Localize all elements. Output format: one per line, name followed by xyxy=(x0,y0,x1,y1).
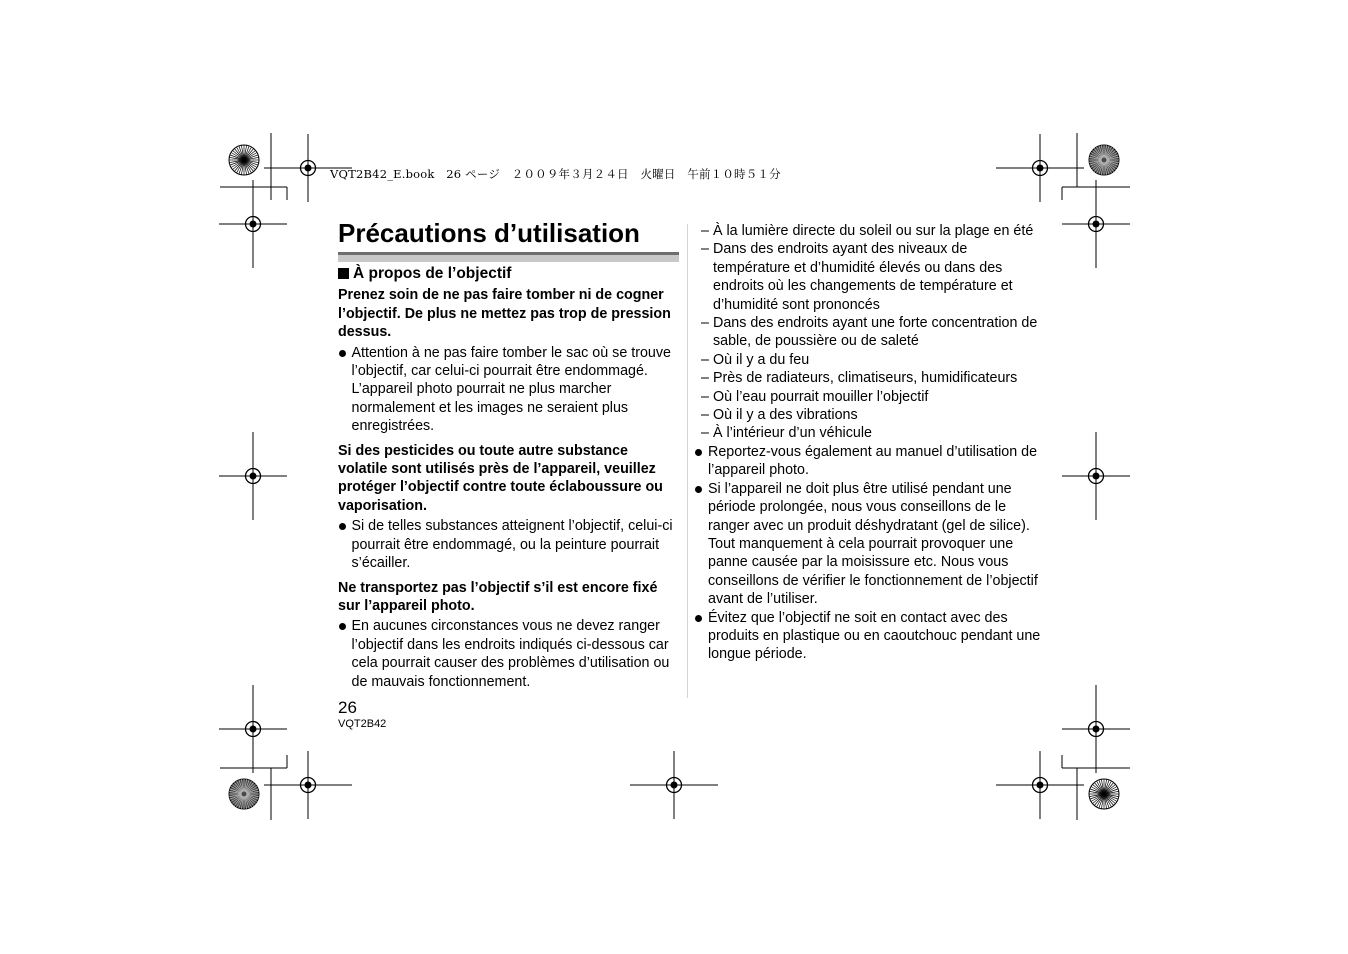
sunburst-mark-center xyxy=(242,158,247,163)
document-code: VQT2B42 xyxy=(338,718,387,730)
transport-warning: Ne transportez pas l’objectif s’il est encore fixé sur l’appareil photo. xyxy=(338,579,658,614)
sunburst-mark-center xyxy=(242,792,247,797)
dash-marker: – xyxy=(701,223,709,239)
registration-target-dot xyxy=(1093,473,1100,480)
dash-marker: – xyxy=(701,407,709,424)
dash-marker: – xyxy=(701,370,709,387)
location-text: À la lumière directe du soleil ou sur la plage en été xyxy=(713,223,1034,239)
contact-warning-bullet: Évitez que l’objectif ne soit en contact avec des produits en plastique ou en caoutchouc pendant une longue période. xyxy=(700,609,1045,664)
section-heading xyxy=(338,265,680,283)
page-title: Précautions d’utilisation xyxy=(338,218,640,248)
location-text: Dans des endroits ayant des niveaux de température et d’humidité élevés ou dans des endroits où les changements de température et d’humidité sont prononcés xyxy=(713,241,1013,313)
registration-target-dot xyxy=(1093,726,1100,733)
registration-target-dot xyxy=(250,221,257,228)
column-divider xyxy=(687,224,688,698)
registration-target-dot xyxy=(305,782,312,789)
location-item xyxy=(700,222,1045,240)
right-column xyxy=(700,222,1045,664)
pesticide-warning: Si des pesticides ou toute autre substance volatile sont utilisés près de l’appareil, veuillez protéger l’objectif contre toute éclaboussure ou vaporisation. xyxy=(338,442,663,514)
transport-bullet: En aucunes circonstances vous ne devez ranger l’objectif dans les endroits indiqués ci-dessous car cela pourrait causer des problèmes d’utilisation ou de mauvais fonctionnement. xyxy=(338,617,680,691)
location-item xyxy=(700,388,1045,406)
square-bullet-icon xyxy=(338,268,349,279)
registration-target-dot xyxy=(250,473,257,480)
registration-target-dot xyxy=(671,782,678,789)
location-text: À l’intérieur d’un véhicule xyxy=(713,425,872,442)
dash-marker: – xyxy=(701,241,709,258)
registration-target-dot xyxy=(1037,782,1044,789)
sunburst-mark-center xyxy=(1102,158,1107,163)
location-item xyxy=(700,240,1045,314)
pesticide-bullet: Si de telles substances atteignent l’objectif, celui-ci pourrait être endommagé, ou la peinture pourrait s’écailler. xyxy=(338,517,680,572)
location-item xyxy=(700,424,1045,442)
location-text: Où il y a du feu xyxy=(713,351,810,368)
dash-marker: – xyxy=(701,351,709,368)
dash-marker: – xyxy=(701,315,709,332)
intro-bullet: Attention à ne pas faire tomber le sac où se trouve l’objectif, car celui-ci pourrait être endommagé. L’appareil photo pourrait ne plus marcher normalement et les images ne seraient plus enregistrées. xyxy=(338,344,680,436)
title-underline-bar xyxy=(338,252,679,262)
location-item xyxy=(700,351,1045,369)
print-slug-line: VQT2B42_E.book 26 ページ ２００９年３月２４日 火曜日 午前１０時５１分 xyxy=(330,167,781,181)
location-text: Où l’eau pourrait mouiller l’objectif xyxy=(713,388,929,405)
manual-reference-bullet: Reportez-vous également au manuel d’utilisation de l’appareil photo. xyxy=(700,443,1045,480)
storage-advice-bullet: Si l’appareil ne doit plus être utilisé pendant une période prolongée, nous vous conseillons de le ranger avec un produit déshydratant (gel de silice). Tout manquement à cela pourrait provoquer une panne causée par la moisissure etc. Nous vous conseillons de vérifier le fonctionnement de l’objectif avant de l’utiliser. xyxy=(700,480,1045,609)
section-heading-text: À propos de l’objectif xyxy=(353,265,512,282)
location-item xyxy=(700,314,1045,351)
intro-warning: Prenez soin de ne pas faire tomber ni de cogner l’objectif. De plus ne mettez pas trop de pression dessus. xyxy=(338,287,671,341)
registration-target-dot xyxy=(1037,165,1044,172)
location-list xyxy=(700,222,1045,443)
page-number: 26 xyxy=(338,698,357,717)
location-text: Dans des endroits ayant une forte concentration de sable, de poussière ou de saleté xyxy=(713,315,1038,350)
location-item xyxy=(700,369,1045,387)
registration-target-dot xyxy=(1093,221,1100,228)
dash-marker: – xyxy=(701,388,709,405)
location-item xyxy=(700,406,1045,424)
registration-target-dot xyxy=(250,726,257,733)
location-text: Où il y a des vibrations xyxy=(713,407,858,424)
location-text: Près de radiateurs, climatiseurs, humidificateurs xyxy=(713,370,1018,387)
left-column xyxy=(338,264,680,691)
dash-marker: – xyxy=(701,425,709,442)
registration-target-dot xyxy=(305,165,312,172)
sunburst-mark-center xyxy=(1102,792,1107,797)
